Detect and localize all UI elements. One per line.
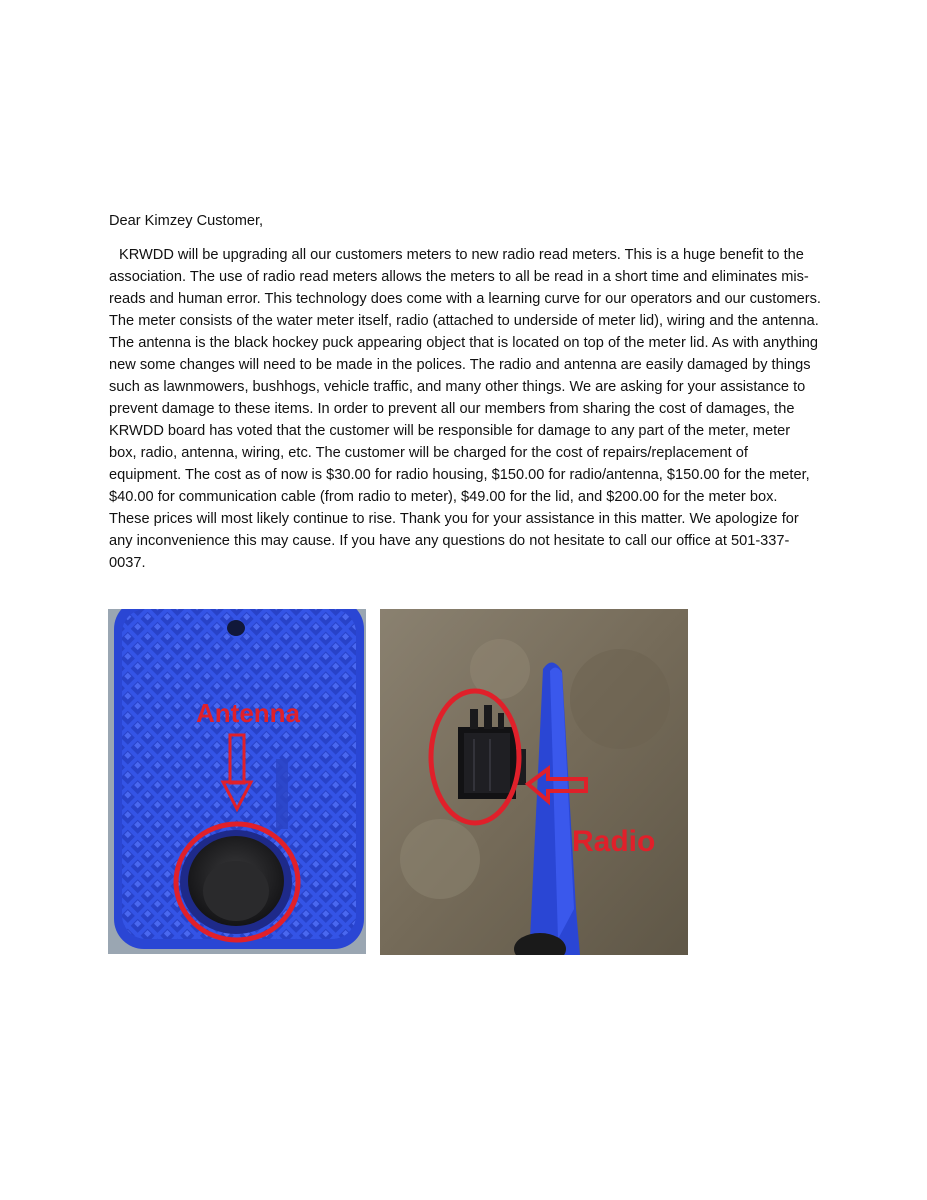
antenna-photo-illustration [108,609,366,954]
radio-label: Radio [572,825,656,858]
radio-photo-illustration [380,609,688,955]
antenna-photo [108,609,366,954]
radio-photo [380,609,688,955]
letter [109,210,821,574]
antenna-label: Antenna [196,698,300,728]
letter-body: KRWDD will be upgrading all our customers meters to new radio read meters. This is a huge benefit to the association. The use of radio read meters allows the meters to all be read in a short time and eliminates mis-reads and human error. This technology does come with a learning curve for our operators and our customers. The meter consists of the water meter itself, radio (attached to underside of meter lid), wiring and the antenna. The antenna is the black hockey puck appearing object that is located on top of the meter lid. As with anything new some changes will need to be made in the polices. The radio and antenna are easily damaged by things such as lawnmowers, bushhogs, vehicle traffic, and many other things. We are asking for your assistance to prevent damage to these items. In order to prevent all our members from sharing the cost of damages, the KRWDD board has voted that the customer will be responsible for damage to any part of the meter, meter box, radio, antenna, wiring, etc. The customer will be charged for the cost of repairs/replacement of equipment. The cost as of now is $30.00 for radio housing, $150.00 for radio/antenna, $150.00 for the meter, $40.00 for communication cable (from radio to meter), $49.00 for the lid, and $200.00 for the meter box. These prices will most likely continue to rise. Thank you for your assistance in this matter. We apologize for any inconvenience this may cause. If you have any questions do not hesitate to call our office at 501-337-0037. [109,247,821,571]
salutation: Dear Kimzey Customer, [109,213,264,229]
